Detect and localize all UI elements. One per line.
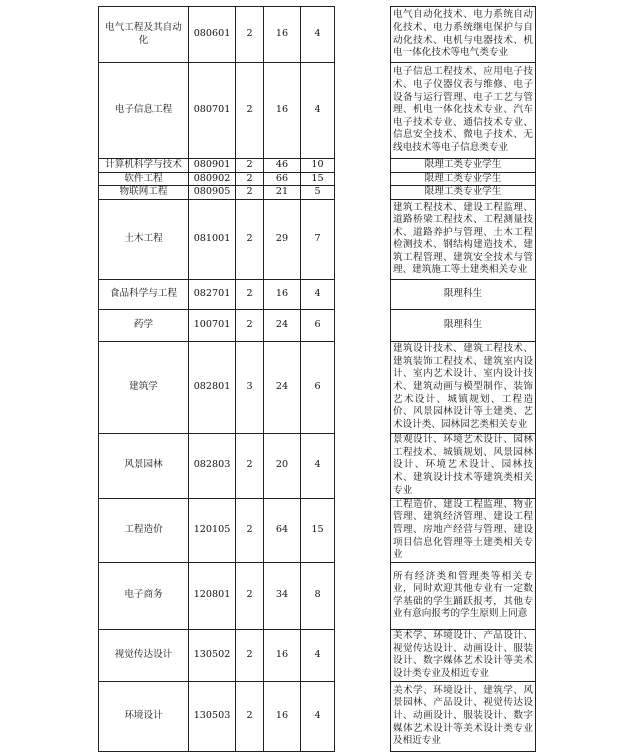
table-row [99,629,536,681]
plan-cell: 66 [264,172,301,186]
years-cell: 2 [236,433,264,498]
code-cell: 082701 [189,279,236,309]
count-cell: 4 [301,63,335,159]
gap-cell [335,433,391,498]
table-row [99,186,536,200]
code-cell: 080901 [189,159,236,173]
gap-cell [335,629,391,681]
years-cell: 2 [236,279,264,309]
plan-cell: 16 [264,681,301,751]
table-row [99,562,536,629]
gap-cell [335,562,391,629]
years-cell: 2 [236,63,264,159]
plan-cell: 24 [264,309,301,341]
count-cell: 5 [301,186,335,200]
plan-cell: 16 [264,279,301,309]
count-cell: 4 [301,433,335,498]
gap-cell [335,7,391,63]
code-cell: 120801 [189,562,236,629]
gap-cell [335,498,391,562]
count-cell: 4 [301,681,335,751]
note-cell: 限理工类专业学生 [391,172,536,186]
plan-cell: 29 [264,199,301,279]
code-cell: 081001 [189,199,236,279]
gap-cell [335,341,391,433]
plan-cell: 21 [264,186,301,200]
note-cell: 建筑设计技术、建筑工程技术、建筑装饰工程技术、建筑室内设计、室内艺术设计、室内设计技术、建筑动画与模型制作、装饰艺术设计、城镇规划、工程造价、风景园林设计等土建类、艺术设计类、园林园艺类相关专业 [391,341,536,433]
count-cell: 4 [301,629,335,681]
gap-cell [335,199,391,279]
note-cell: 景观设计、环境艺术设计、园林工程技术、城镇规划、风景园林设计、环境艺术设计、园林技术、建筑设计技术等建筑类相关专业 [391,433,536,498]
count-cell: 15 [301,172,335,186]
table-row [99,63,536,159]
years-cell: 2 [236,681,264,751]
note-cell: 限理工类专业学生 [391,186,536,200]
major-cell: 建筑学 [99,341,189,433]
plan-cell: 16 [264,63,301,159]
gap-cell [335,172,391,186]
table-row [99,309,536,341]
count-cell: 10 [301,159,335,173]
table-row [99,433,536,498]
plan-cell: 24 [264,341,301,433]
years-cell: 3 [236,341,264,433]
table-row [99,279,536,309]
code-cell: 130503 [189,681,236,751]
count-cell: 8 [301,562,335,629]
plan-cell: 64 [264,498,301,562]
note-cell: 限理工类专业学生 [391,159,536,173]
note-cell: 限理科生 [391,309,536,341]
plan-cell: 34 [264,562,301,629]
major-cell: 物联网工程 [99,186,189,200]
gap-cell [335,186,391,200]
note-cell: 限理科生 [391,279,536,309]
note-cell: 美术学、环境设计、产品设计、视觉传达设计、动画设计、服装设计、数字媒体艺术设计等美术设计类专业及相近专业 [391,629,536,681]
major-cell: 电子信息工程 [99,63,189,159]
table-row [99,199,536,279]
table-row [99,341,536,433]
years-cell: 2 [236,309,264,341]
note-cell: 电子信息工程技术、应用电子技术、电子仪器仪表与维修、电子设备与运行管理、电子工艺与管理、机电一体化技术专业、汽车电子技术专业、通信技术专业、信息安全技术、微电子技术、无线电技术等电子信息类专业 [391,63,536,159]
major-cell: 土木工程 [99,199,189,279]
code-cell: 080701 [189,63,236,159]
major-cell: 环境设计 [99,681,189,751]
major-cell: 风景园林 [99,433,189,498]
code-cell: 080601 [189,7,236,63]
years-cell: 2 [236,159,264,173]
major-cell: 视觉传达设计 [99,629,189,681]
years-cell: 2 [236,498,264,562]
code-cell: 120105 [189,498,236,562]
gap-cell [335,309,391,341]
code-cell: 130502 [189,629,236,681]
table-row [99,7,536,63]
plan-cell: 20 [264,433,301,498]
plan-cell: 16 [264,7,301,63]
code-cell: 100701 [189,309,236,341]
code-cell: 080905 [189,186,236,200]
plan-cell: 46 [264,159,301,173]
count-cell: 4 [301,7,335,63]
table-body [99,7,536,752]
major-cell: 计算机科学与技术 [99,159,189,173]
plan-cell: 16 [264,629,301,681]
count-cell: 15 [301,498,335,562]
major-cell: 软件工程 [99,172,189,186]
code-cell: 080902 [189,172,236,186]
code-cell: 082803 [189,433,236,498]
years-cell: 2 [236,186,264,200]
count-cell: 7 [301,199,335,279]
years-cell: 2 [236,7,264,63]
enrollment-table [98,6,536,752]
years-cell: 2 [236,172,264,186]
years-cell: 2 [236,562,264,629]
major-cell: 电气工程及其自动化 [99,7,189,63]
note-cell: 美术学、环境设计、建筑学、风景园林、产品设计、视觉传达设计、动画设计、服装设计、数字媒体艺术设计等美术设计类专业及相近专业 [391,681,536,751]
gap-cell [335,681,391,751]
table-row [99,498,536,562]
table-row [99,172,536,186]
gap-cell [335,63,391,159]
note-cell: 电气自动化技术、电力系统自动化技术、电力系统继电保护与自动化技术、电机与电器技术、机电一体化技术等电气类专业 [391,7,536,63]
years-cell: 2 [236,629,264,681]
gap-cell [335,279,391,309]
note-cell: 建筑工程技术、建设工程监理、道路桥梁工程技术、工程测量技术、道路养护与管理、土木工程检测技术、钢结构建造技术、建筑工程管理、建筑安全技术与管理、建筑施工等土建类相关专业 [391,199,536,279]
major-cell: 电子商务 [99,562,189,629]
count-cell: 4 [301,279,335,309]
table-row [99,159,536,173]
code-cell: 082801 [189,341,236,433]
gap-cell [335,159,391,173]
note-cell: 所有经济类和管理类等相关专业，同时欢迎其他专业有一定数学基础的学生踊跃报考，其他专业有意向报考的学生原则上同意 [391,562,536,629]
table-row [99,681,536,751]
years-cell: 2 [236,199,264,279]
major-cell: 食品科学与工程 [99,279,189,309]
major-cell: 药学 [99,309,189,341]
note-cell: 工程造价、建设工程监理、物业管理、建筑经济管理、建设工程管理、房地产经营与管理、建设项目信息化管理等土建类相关专业 [391,498,536,562]
count-cell: 6 [301,341,335,433]
major-cell: 工程造价 [99,498,189,562]
count-cell: 6 [301,309,335,341]
